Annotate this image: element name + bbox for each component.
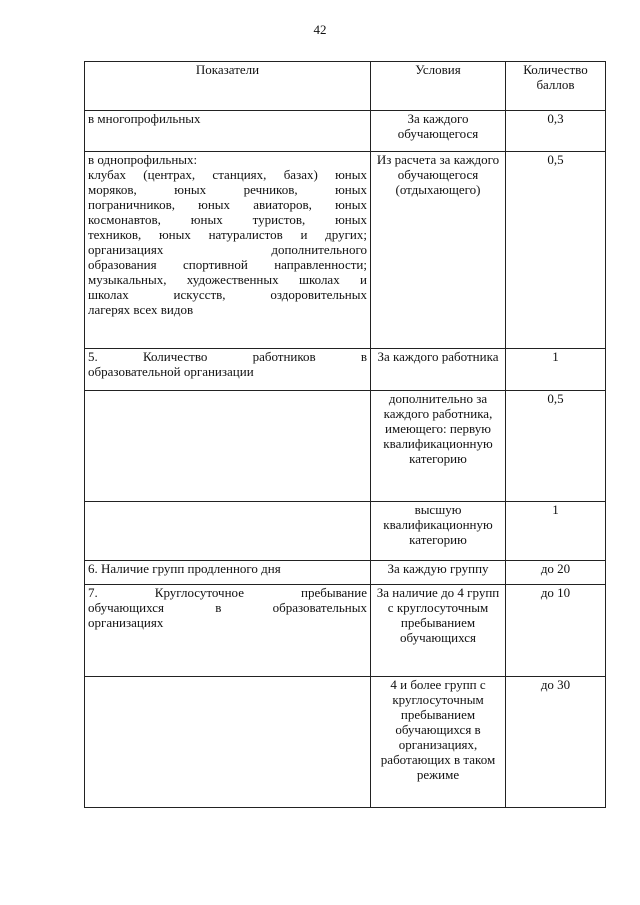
indicator-text: в многопрофильных <box>88 111 201 126</box>
condition-cell: За каждого обучающегося <box>371 111 506 152</box>
table-row <box>85 391 606 502</box>
indicator-text: образования спортивной направленности; <box>88 257 367 272</box>
table-row <box>85 152 606 349</box>
indicator-text: в однопрофильных: <box>88 152 198 167</box>
indicator-text: 6. Наличие групп продленного дня <box>88 561 281 576</box>
indicator-cell-empty <box>85 677 371 808</box>
indicator-text: клубах (центрах, станциях, базах) юных <box>88 167 367 182</box>
table-row <box>85 349 606 391</box>
indicator-text: 5. Количество работников в <box>88 349 367 364</box>
table-header-row <box>85 62 606 111</box>
criteria-table <box>84 61 606 808</box>
header-points: Количество баллов <box>506 62 606 111</box>
indicator-cell <box>85 561 371 585</box>
indicator-text: техников, юных натуралистов и других; <box>88 227 367 242</box>
points-cell: 0,5 <box>506 152 606 349</box>
indicator-text: образовательной организации <box>88 364 254 379</box>
header-conditions: Условия <box>371 62 506 111</box>
points-cell: 1 <box>506 502 606 561</box>
indicator-text: музыкальных, художественных школах и <box>88 272 367 287</box>
indicator-text: обучающихся в образовательных <box>88 600 367 615</box>
points-cell: до 10 <box>506 585 606 677</box>
points-cell: 0,3 <box>506 111 606 152</box>
indicator-cell <box>85 111 371 152</box>
indicator-text: организациях <box>88 615 164 630</box>
indicator-text: школах искусств, оздоровительных <box>88 287 367 302</box>
page-number: 42 <box>313 22 327 37</box>
indicator-text: лагерях всех видов <box>88 302 194 317</box>
indicator-cell <box>85 349 371 391</box>
points-cell: 1 <box>506 349 606 391</box>
condition-cell: За наличие до 4 групп с круглосуточным пребыванием обучающихся <box>371 585 506 677</box>
condition-cell: Из расчета за каждого обучающегося (отдыхающего) <box>371 152 506 349</box>
header-indicators: Показатели <box>85 62 371 111</box>
indicator-cell-empty <box>85 502 371 561</box>
table-row <box>85 677 606 808</box>
indicator-text: пограничников, юных авиаторов, юных <box>88 197 367 212</box>
points-cell: до 20 <box>506 561 606 585</box>
indicator-cell <box>85 585 371 677</box>
indicator-text: организациях дополнительного <box>88 242 367 257</box>
points-cell: до 30 <box>506 677 606 808</box>
indicator-cell <box>85 152 371 349</box>
condition-cell: За каждого работника <box>371 349 506 391</box>
condition-cell: высшую квалификационную категорию <box>371 502 506 561</box>
indicator-text: космонавтов, юных туристов, юных <box>88 212 367 227</box>
condition-cell: 4 и более групп с круглосуточным пребыванием обучающихся в организациях, работающих в таком режиме <box>371 677 506 808</box>
table-row <box>85 585 606 677</box>
indicator-text: моряков, юных речников, юных <box>88 182 367 197</box>
indicator-cell-empty <box>85 391 371 502</box>
table-row <box>85 502 606 561</box>
table-row <box>85 561 606 585</box>
table-row <box>85 111 606 152</box>
condition-cell: дополнительно за каждого работника, имеющего: первую квалификационную категорию <box>371 391 506 502</box>
points-cell: 0,5 <box>506 391 606 502</box>
indicator-text: 7. Круглосуточное пребывание <box>88 585 367 600</box>
condition-cell: За каждую группу <box>371 561 506 585</box>
